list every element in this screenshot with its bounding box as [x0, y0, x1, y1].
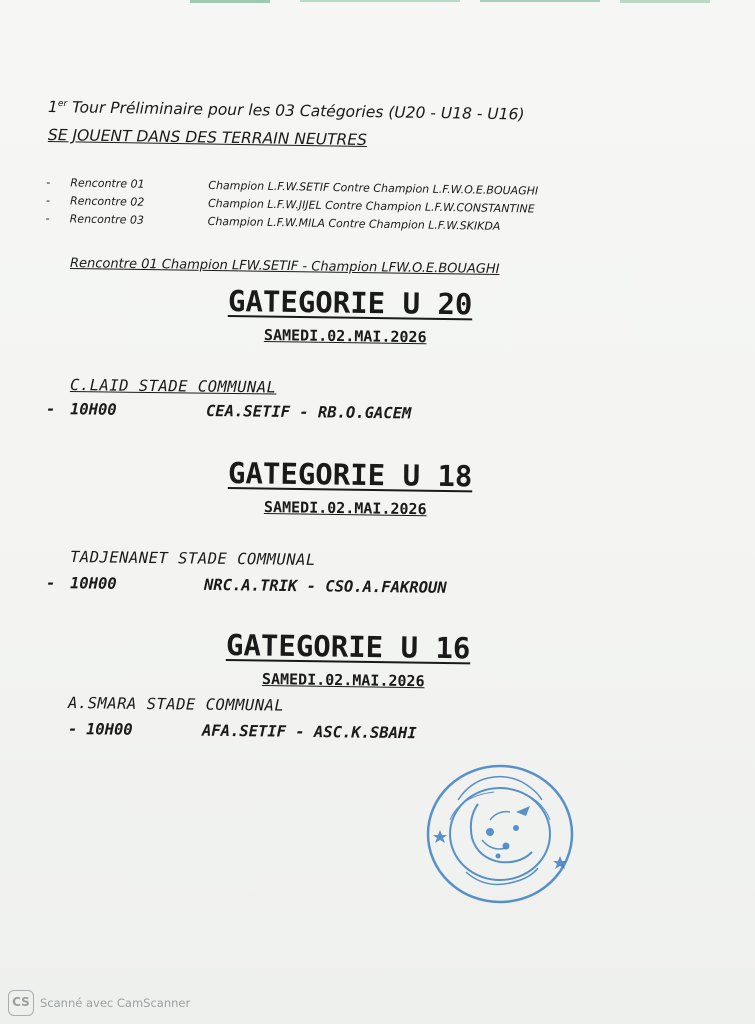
category-date-u20: SAMEDI.02.MAI.2026 [263, 326, 427, 347]
rencontre-label: Rencontre 01 [70, 176, 145, 191]
bullet-dash: - [45, 194, 51, 208]
bullet-dash: - [67, 720, 78, 739]
official-stamp [420, 760, 580, 910]
rencontre-text: Champion L.F.W.JIJEL Contre Champion L.F.W.CONSTANTINE [207, 196, 535, 216]
bullet-dash: - [45, 400, 56, 419]
bullet-dash: - [46, 176, 51, 190]
top-edge-artifact [180, 0, 740, 8]
rencontre-label: Rencontre 03 [69, 212, 145, 227]
match-teams: AFA.SETIF - ASC.K.SBAHI [201, 721, 417, 743]
rencontre-label: Rencontre 02 [69, 194, 145, 209]
category-date-u18: SAMEDI.02.MAI.2026 [263, 498, 427, 519]
category-date-u16: SAMEDI.02.MAI.2026 [261, 670, 425, 691]
watermark-text: Scanné avec CamScanner [40, 996, 191, 1010]
rencontre-heading: Rencontre 01 Champion LFW.SETIF - Champion LFW.O.E.BOUAGHI [69, 256, 500, 277]
camscanner-watermark [8, 990, 190, 1016]
rencontre-text: Champion L.F.W.MILA Contre Champion L.F.W.SKIKDA [207, 214, 501, 233]
stadium-u16: A.SMARA STADE COMMUNAL [67, 694, 285, 715]
stadium-u20: C.LAID STADE COMMUNAL [69, 376, 277, 397]
bullet-dash: - [45, 211, 50, 226]
document-title: 1er Tour Préliminaire pour les 03 Catégories (U20 - U18 - U16) [47, 98, 525, 124]
match-time: 10H00 [69, 400, 117, 419]
rencontre-text: Champion L.F.W.SETIF Contre Champion L.F.W.O.E.BOUAGHI [208, 178, 539, 198]
match-row-u20 [46, 400, 466, 427]
match-time: 10H00 [69, 574, 117, 593]
match-teams: NRC.A.TRIK - CSO.A.FAKROUN [203, 575, 447, 597]
match-time: 10H00 [85, 720, 133, 739]
bullet-dash: - [45, 574, 56, 593]
camscanner-logo-icon: CS [8, 990, 34, 1016]
match-row-u16 [68, 720, 488, 747]
match-teams: CEA.SETIF - RB.O.GACEM [205, 401, 412, 423]
stadium-u18: TADJENANET STADE COMMUNAL [69, 548, 316, 570]
rencontres-list [45, 176, 539, 233]
category-title-u16: GATEGORIE U 16 [225, 628, 471, 666]
category-title-u18: GATEGORIE U 18 [227, 456, 473, 494]
category-title-u20: GATEGORIE U 20 [227, 284, 473, 322]
document-subtitle: SE JOUENT DANS DES TERRAIN NEUTRES [47, 126, 368, 150]
match-row-u18 [46, 574, 516, 602]
